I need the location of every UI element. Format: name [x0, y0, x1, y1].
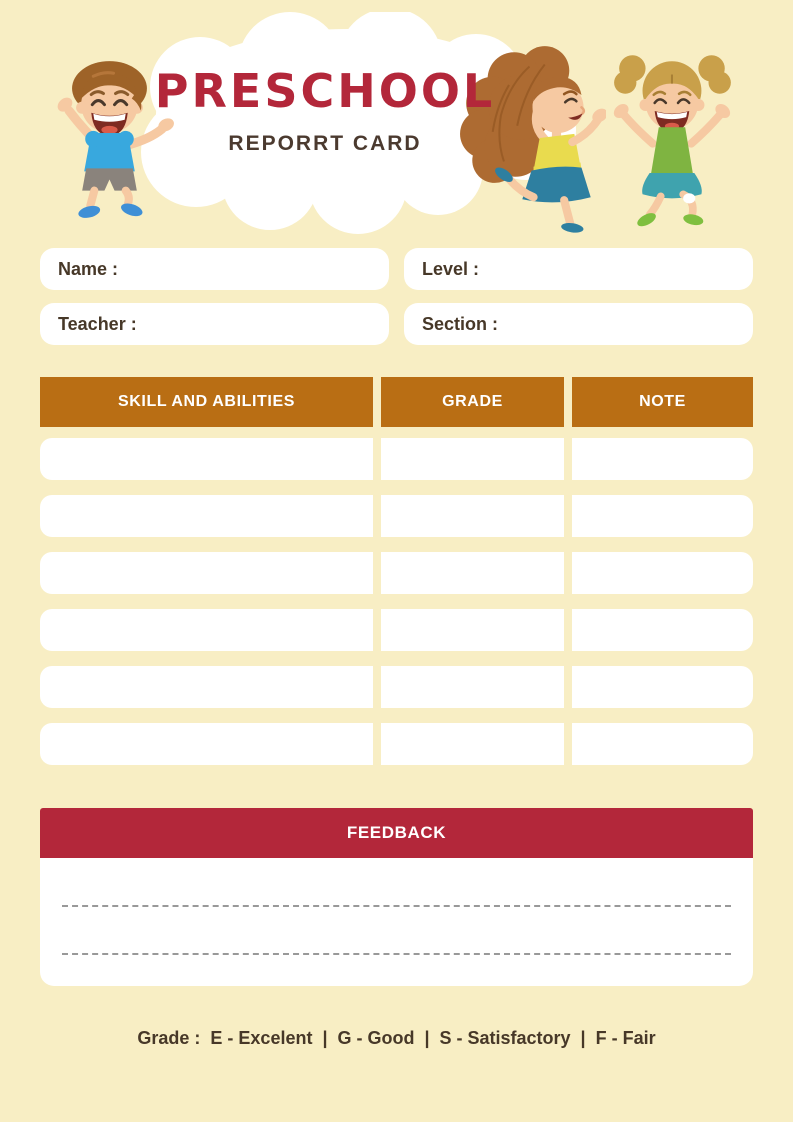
- table-cell[interactable]: [381, 438, 564, 480]
- table-cell[interactable]: [572, 438, 753, 480]
- table-cell[interactable]: [40, 609, 373, 651]
- table-row: [40, 666, 753, 708]
- grade-legend: Grade : E - Excelent | G - Good | S - Satisfactory | F - Fair: [137, 1028, 656, 1048]
- level-field-label: Level :: [422, 258, 480, 279]
- table-cell[interactable]: [381, 495, 564, 537]
- teacher-field[interactable]: [40, 303, 389, 345]
- skills-table: [40, 377, 753, 765]
- jumping-pigtails-girl-illustration: [608, 52, 740, 230]
- table-cell[interactable]: [40, 666, 373, 708]
- student-info-fields: [40, 248, 753, 345]
- table-cell[interactable]: [40, 438, 373, 480]
- table-cell[interactable]: [40, 723, 373, 765]
- table-cell[interactable]: [572, 723, 753, 765]
- table-cell[interactable]: [381, 609, 564, 651]
- table-row: [40, 552, 753, 594]
- column-header-note: NOTE: [572, 377, 753, 427]
- table-cell[interactable]: [40, 552, 373, 594]
- page-subtitle: REPORRT CARD: [228, 132, 422, 155]
- name-field[interactable]: [40, 248, 389, 290]
- table-row: [40, 438, 753, 480]
- table-body: [40, 438, 753, 765]
- column-header-grade: GRADE: [381, 377, 564, 427]
- table-cell[interactable]: [572, 552, 753, 594]
- column-header-skill: SKILL AND ABILITIES: [40, 377, 373, 427]
- table-row: [40, 495, 753, 537]
- table-cell[interactable]: [572, 609, 753, 651]
- name-field-label: Name :: [58, 258, 119, 279]
- teacher-field-label: Teacher :: [58, 313, 137, 334]
- level-field[interactable]: [404, 248, 753, 290]
- section-field[interactable]: [404, 303, 753, 345]
- table-cell[interactable]: [381, 666, 564, 708]
- feedback-write-line[interactable]: [62, 905, 731, 907]
- feedback-write-line[interactable]: [62, 953, 731, 955]
- table-cell[interactable]: [572, 495, 753, 537]
- table-cell[interactable]: [40, 495, 373, 537]
- header-title-block: [150, 64, 500, 156]
- table-row: [40, 609, 753, 651]
- table-row: [40, 723, 753, 765]
- page-title: PRESCHOOL: [154, 64, 496, 118]
- feedback-header: FEEDBACK: [40, 808, 753, 858]
- table-cell[interactable]: [572, 666, 753, 708]
- skills-table-header-row: [40, 377, 753, 427]
- table-cell[interactable]: [381, 723, 564, 765]
- feedback-writing-area[interactable]: [40, 858, 753, 986]
- section-field-label: Section :: [422, 313, 499, 334]
- feedback-section: [40, 808, 753, 986]
- table-cell[interactable]: [381, 552, 564, 594]
